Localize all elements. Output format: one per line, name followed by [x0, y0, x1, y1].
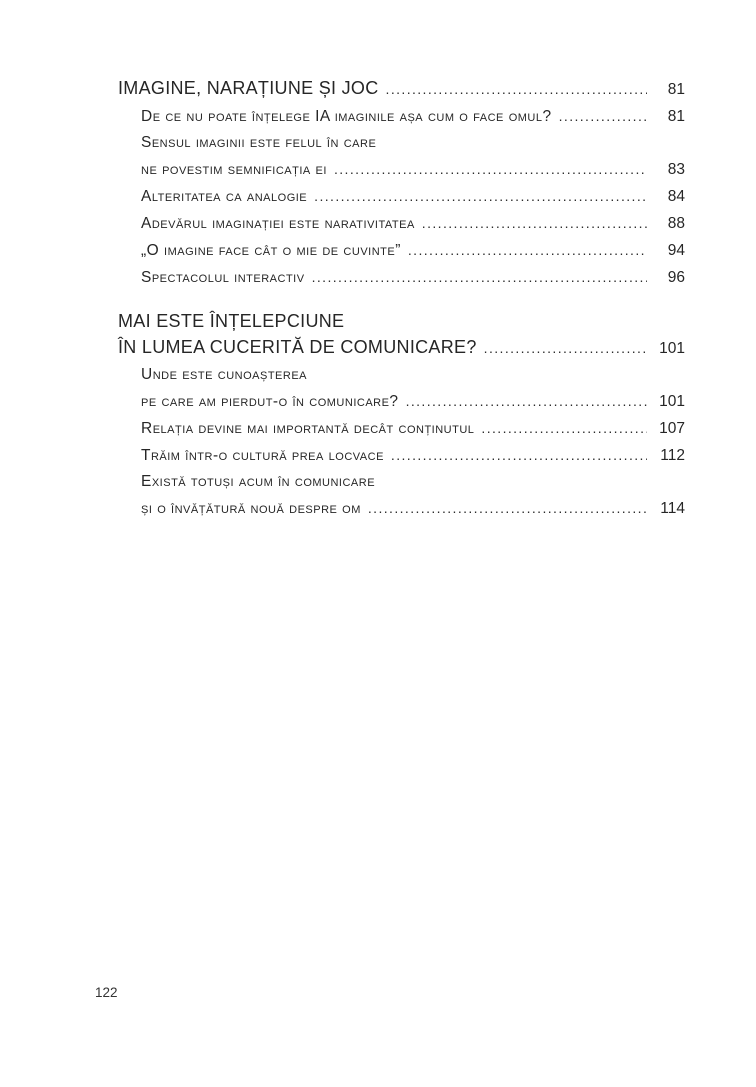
toc-entry-row [118, 103, 685, 130]
toc-entry-row [118, 183, 685, 210]
toc-entry-row [118, 442, 685, 469]
chapter-title: ÎN LUMEA CUCERITĂ DE COMUNICARE? [118, 337, 477, 357]
entry-title: Spectacolul interactiv [141, 269, 305, 286]
entry-title: De ce nu poate înțelege IA imaginile așa cum o face omul? [141, 108, 552, 125]
dot-leader [484, 335, 647, 361]
folio-page-number: 122 [95, 985, 118, 1000]
entry-title: Există totuși acum în comunicare [141, 473, 376, 490]
toc-chapter-row [118, 308, 685, 334]
toc-entry-row [118, 156, 685, 183]
toc-chapter-row [118, 75, 685, 103]
dot-leader [408, 237, 647, 263]
toc-section [118, 308, 685, 522]
dot-leader [386, 76, 647, 102]
entry-page-number: 88 [667, 215, 685, 232]
dot-leader [559, 103, 647, 129]
entry-title: Trăim într-o cultură prea locvace [141, 447, 384, 464]
entry-title: Sensul imaginii este felul în care [141, 134, 377, 151]
entry-page-number: 112 [660, 447, 685, 464]
dot-leader [406, 388, 647, 414]
toc-entry-row [118, 264, 685, 291]
chapter-title: IMAGINE, NARAȚIUNE ȘI JOC [118, 78, 379, 98]
toc-section [118, 75, 685, 291]
entry-title: Relația devine mai importantă decât conținutul [141, 420, 475, 437]
chapter-title: MAI ESTE ÎNȚELEPCIUNE [118, 311, 345, 331]
dot-leader [422, 210, 647, 236]
entry-title: „O imagine face cât o mie de cuvinte” [141, 242, 401, 259]
toc-entry-row [118, 237, 685, 264]
toc-entry-row [118, 362, 685, 388]
toc-entry-row [118, 210, 685, 237]
toc-entry-row [118, 388, 685, 415]
entry-page-number: 107 [659, 420, 685, 437]
entry-title: și o învățătură nouă despre om [141, 500, 361, 517]
dot-leader [368, 495, 647, 521]
table-of-contents [118, 75, 685, 522]
dot-leader [312, 264, 647, 290]
entry-page-number: 94 [667, 242, 685, 259]
entry-title: pe care am pierdut-o în comunicare? [141, 393, 399, 410]
dot-leader [334, 156, 647, 182]
dot-leader [481, 415, 647, 441]
toc-entry-row [118, 415, 685, 442]
entry-title: Adevărul imaginației este narativitatea [141, 215, 415, 232]
toc-entry-row [118, 495, 685, 522]
entry-page-number: 96 [667, 269, 685, 286]
dot-leader [314, 183, 647, 209]
entry-title: Alteritatea ca analogie [141, 188, 308, 205]
toc-chapter-row [118, 334, 685, 362]
entry-title: Unde este cunoașterea [141, 366, 307, 383]
entry-page-number: 81 [667, 108, 685, 125]
toc-entry-row [118, 130, 685, 156]
entry-page-number: 101 [659, 340, 685, 357]
entry-page-number: 84 [667, 188, 685, 205]
entry-page-number: 114 [660, 500, 685, 517]
entry-page-number: 101 [659, 393, 685, 410]
entry-page-number: 83 [667, 161, 685, 178]
entry-title: ne povestim semnificația ei [141, 161, 327, 178]
dot-leader [391, 442, 647, 468]
toc-entry-row [118, 469, 685, 495]
entry-page-number: 81 [667, 81, 685, 98]
